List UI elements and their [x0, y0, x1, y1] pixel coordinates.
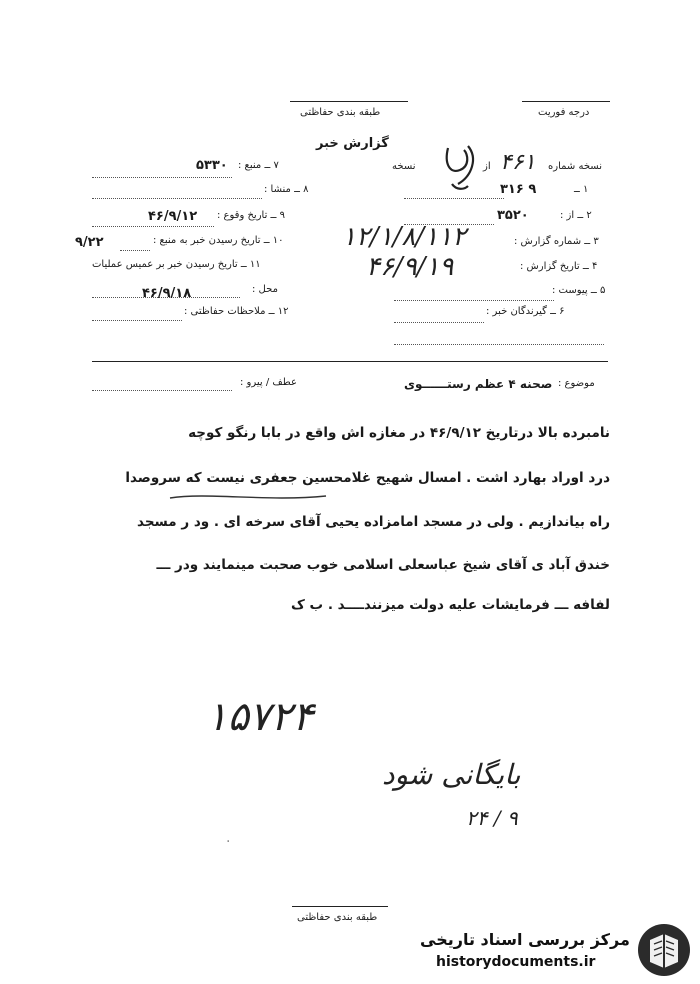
field-8-label: ۸ ــ منشا : [264, 184, 309, 195]
field-1-label: ۱ ــ [574, 184, 589, 195]
copy-number-value: ۴۶۱ [500, 150, 536, 175]
field-11-label: ۱۱ ــ تاریخ رسیدن خبر بر عمیس عملیات [92, 259, 261, 270]
field-2-label: ۲ ــ از : [560, 210, 592, 221]
body-line-4: خندق آباد ی آقای شیخ عباسعلی اسلامی خوب صحبت مینمایند ودر ـــ [156, 557, 610, 573]
ref-dots [92, 390, 232, 391]
classification-rule-bottom [292, 906, 388, 907]
watermark-site: historydocuments.ir [436, 954, 596, 970]
field-2-value: ۳۵۲۰ [497, 208, 529, 223]
recipients-dots [394, 344, 604, 345]
field-12-label: ۱۲ ــ ملاحظات حفاظتی : [184, 306, 289, 317]
body-underline-mark [168, 490, 328, 504]
subject-value: صحنه ۴ عظم رستــــــوی [404, 377, 553, 391]
field-5-label: ۵ ــ پیوست : [552, 285, 606, 296]
field-6-dots [394, 322, 484, 323]
handwritten-note-archive: بایگانی شود [382, 758, 521, 791]
form-title: گزارش خبر [316, 136, 389, 151]
faint-mark: . [226, 830, 231, 846]
place-value: ۴۶/۹/۱۸ [142, 286, 192, 301]
field-7-dots [92, 177, 232, 178]
field-10-value: ۹/۲۲ [75, 235, 104, 250]
handwritten-copies-mark [438, 140, 482, 194]
field-9-dots [92, 226, 214, 227]
field-12-dots [92, 320, 182, 321]
urgency-rule [522, 101, 610, 102]
header-divider [92, 361, 608, 362]
field-7-label: ۷ ــ منبع : [238, 160, 279, 171]
copy-from-label: از [483, 161, 491, 172]
field-6-label: ۶ ــ گیرندگان خبر : [486, 306, 565, 317]
body-line-1: نامبرده بالا درتاریخ ۴۶/۹/۱۲ در مغازه اش واقع در بابا رنگو کوچه [188, 425, 610, 441]
watermark-org-name: مرکز بررسی اسناد تاریخی [420, 930, 630, 949]
copies-label: نسخه [392, 161, 416, 172]
place-label: محل : [252, 284, 278, 295]
field-9-value: ۴۶/۹/۱۲ [148, 209, 198, 224]
field-3-label: ۳ ــ شماره گزارش : [514, 236, 599, 247]
ref-label: عطف / پیرو : [240, 377, 297, 388]
handwritten-note-date: ۲۴ / ۹ [466, 806, 518, 830]
field-9-label: ۹ ــ تاریخ وقوع : [217, 210, 285, 221]
subject-label: موضوع : [558, 378, 595, 389]
field-3-value: ۱۲/۱/۸/۱۱۲ [342, 222, 467, 252]
watermark-logo-icon [636, 922, 692, 978]
field-8-dots [92, 198, 262, 199]
field-1-dots [404, 198, 504, 199]
body-line-2: درد اوراد بهارد اشت . امسال شهیح غلامحسین جعفری نیست که سروصدا [125, 470, 610, 486]
field-10-label: ۱۰ ــ تاریخ رسیدن خبر به منبع : [153, 235, 284, 246]
field-1-value: ۳۱۶ ۹ [500, 182, 537, 197]
classification-rule-top [290, 101, 408, 102]
field-5-dots [394, 300, 554, 301]
body-line-3: راه بیاندازیم . ولی در مسجد امامزاده یحیی آقای سرخه ای . ود ر مسجد [137, 514, 610, 530]
field-4-label: ۴ ــ تاریخ گزارش : [520, 261, 598, 272]
urgency-label: درجه فوریت [538, 107, 590, 118]
field-4-value: ۴۶/۹/۱۹ [366, 252, 454, 282]
handwritten-number: ۱۵۷۲۴ [206, 694, 314, 740]
field-10-dots [120, 250, 150, 251]
classification-label-top: طبقه بندی حفاظتی [300, 107, 381, 118]
body-line-5: لفافه ـــ فرمایشات علیه دولت میزنندــــد . ب ک [291, 597, 610, 613]
classification-label-bottom: طبقه بندی حفاظتی [297, 912, 378, 923]
field-7-value: ۵۳۳۰ [196, 158, 228, 173]
copy-number-label: نسخه شماره [548, 161, 602, 172]
